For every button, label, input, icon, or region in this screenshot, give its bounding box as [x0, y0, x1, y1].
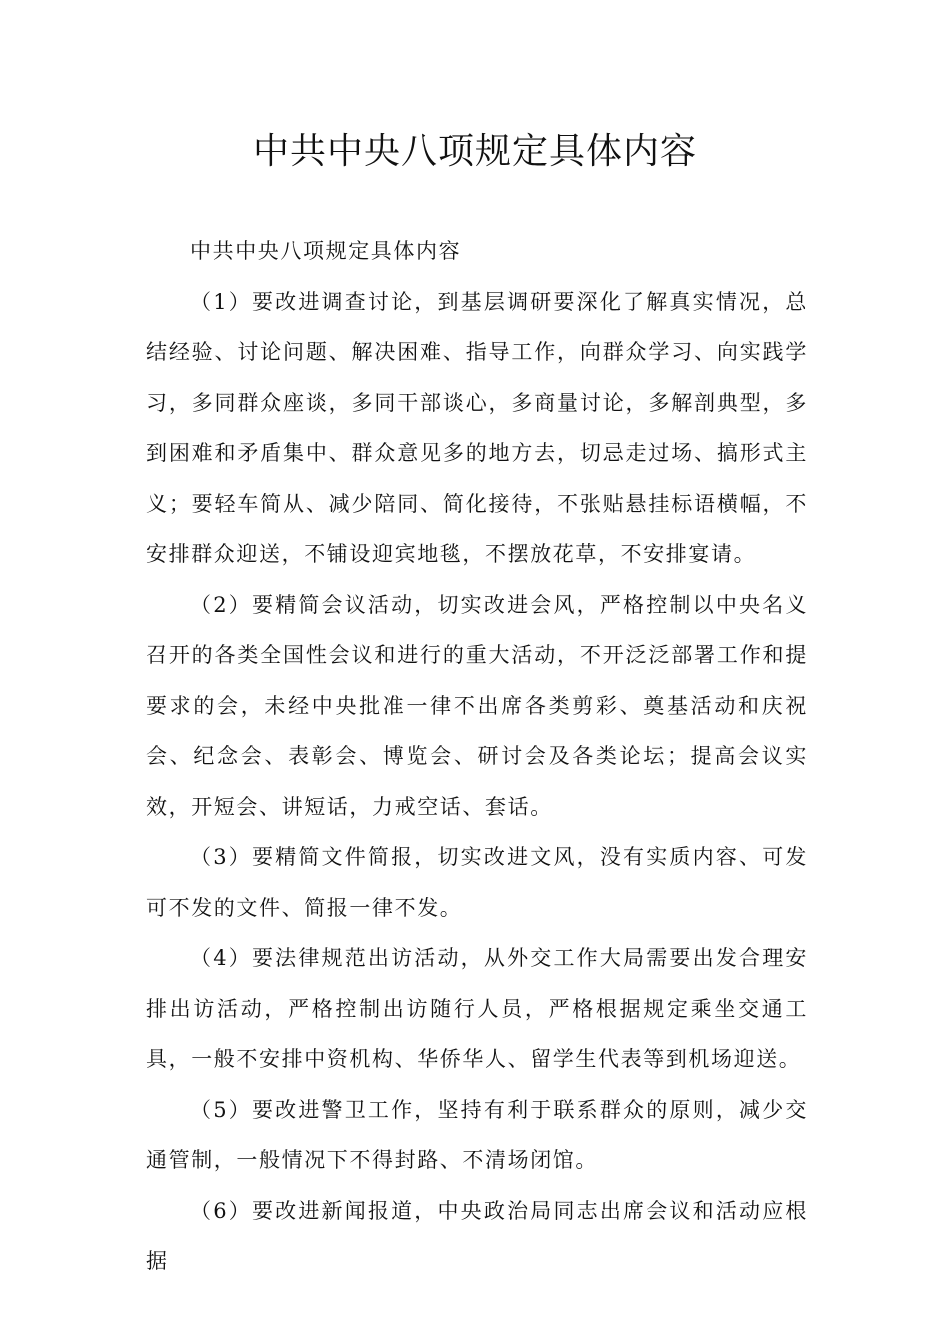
- paragraph-4: （4）要法律规范出访活动，从外交工作大局需要出发合理安排出访活动，严格控制出访随行人员，严格根据规定乘坐交通工具，一般不安排中资机构、华侨华人、留学生代表等到机场迎送。: [146, 946, 808, 1071]
- paragraph-2: （2）要精简会议活动，切实改进会风，严格控制以中央名义召开的各类全国性会议和进行的重大活动，不开泛泛部署工作和提要求的会，未经中央批准一律不出席各类剪彩、奠基活动和庆祝会、纪念会、表彰会、博览会、研讨会及各类论坛；提高会议实效，开短会、讲短话，力戒空话、套话。: [146, 592, 808, 819]
- paragraph-5: （5）要改进警卫工作，坚持有利于联系群众的原则，减少交通管制，一般情况下不得封路、不清场闭馆。: [146, 1097, 808, 1172]
- paragraph-3: （3）要精简文件简报，切实改进文风，没有实质内容、可发可不发的文件、简报一律不发。: [146, 845, 808, 920]
- document-title: 中共中央八项规定具体内容: [252, 131, 697, 172]
- document-body: [146, 226, 808, 1287]
- paragraph-1: （1）要改进调查讨论，到基层调研要深化了解真实情况，总结经验、讨论问题、解决困难、指导工作，向群众学习、向实践学习，多同群众座谈，多同干部谈心，多商量讨论，多解剖典型，多到困难和矛盾集中、群众意见多的地方去，切忌走过场、搞形式主义；要轻车简从、减少陪同、简化接待，不张贴悬挂标语横幅，不安排群众迎送，不铺设迎宾地毯，不摆放花草，不安排宴请。: [146, 289, 808, 566]
- paragraph-6: （6）要改进新闻报道，中央政治局同志出席会议和活动应根据: [146, 1198, 808, 1273]
- document-subheading: 中共中央八项规定具体内容: [190, 239, 462, 263]
